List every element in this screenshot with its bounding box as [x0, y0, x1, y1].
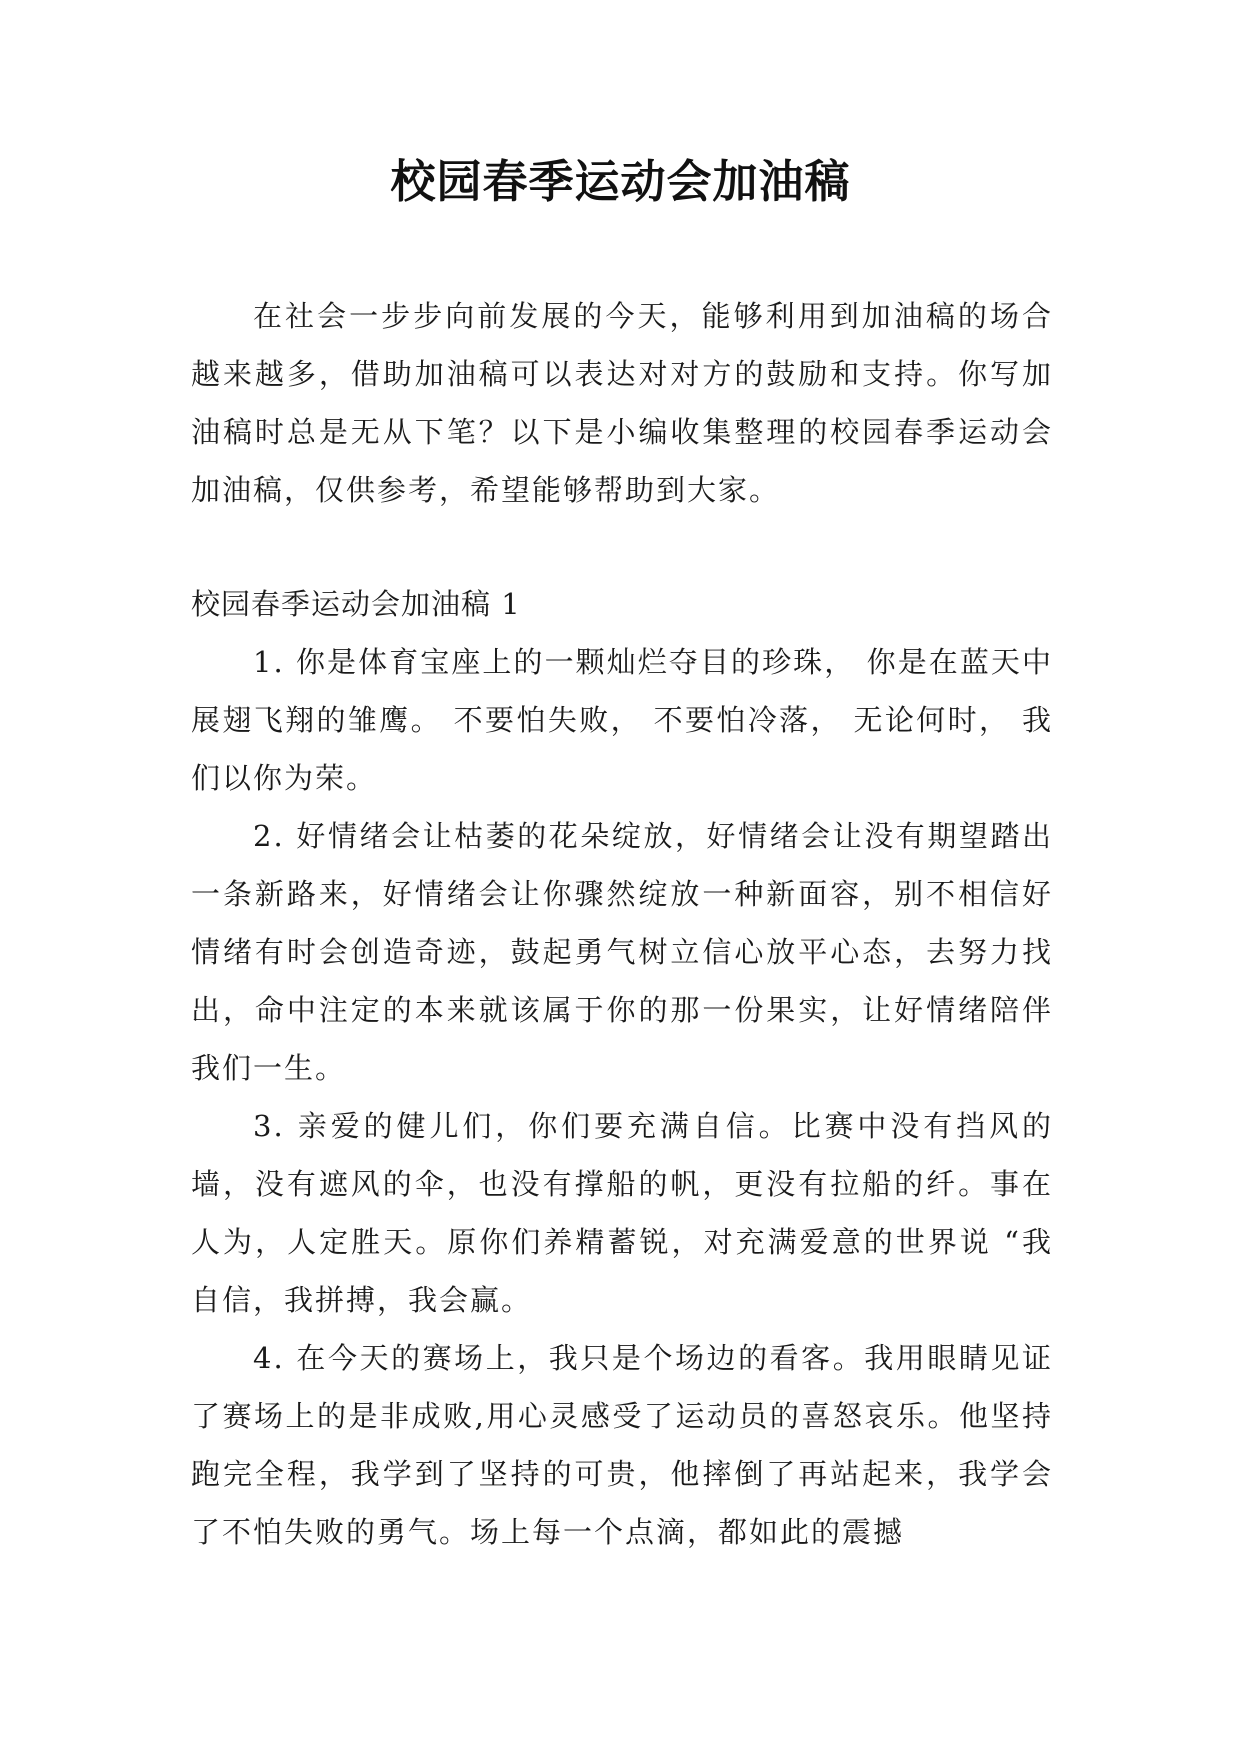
section-heading: 校园春季运动会加油稿 1 — [191, 587, 521, 621]
intro-block — [191, 287, 1053, 519]
document-title: 校园春季运动会加油稿 — [390, 155, 851, 208]
section-1 — [191, 575, 1053, 1561]
list-item: 3. 亲爱的健儿们，你们要充满自信。比赛中没有挡风的墙，没有遮风的伞，也没有撑船的帆，更没有拉船的纤。事在人为，人定胜天。原你们养精蓄锐，对充满爱意的世界说 “我自信，我拼搏，我会赢。 — [191, 1109, 1053, 1317]
list-item: 2. 好情绪会让枯萎的花朵绽放，好情绪会让没有期望踏出一条新路来，好情绪会让你骤然绽放一种新面容，别不相信好情绪有时会创造奇迹，鼓起勇气树立信心放平心态，去努力找出，命中注定的本来就该属于你的那一份果实，让好情绪陪伴我们一生。 — [191, 819, 1053, 1085]
list-item: 1. 你是体育宝座上的一颗灿烂夺目的珍珠， 你是在蓝天中展翅飞翔的雏鹰。 不要怕失败， 不要怕冷落， 无论何时， 我们以你为荣。 — [191, 645, 1053, 795]
intro-paragraph: 在社会一步步向前发展的今天，能够利用到加油稿的场合越来越多，借助加油稿可以表达对对方的鼓励和支持。你写加油稿时总是无从下笔？以下是小编收集整理的校园春季运动会加油稿，仅供参考，希望能够帮助到大家。 — [191, 299, 1053, 507]
list-item: 4. 在今天的赛场上，我只是个场边的看客。我用眼睛见证了赛场上的是非成败,用心灵感受了运动员的喜怒哀乐。他坚持跑完全程，我学到了坚持的可贵，他摔倒了再站起来，我学会了不怕失败的勇气。场上每一个点滴，都如此的震撼 — [191, 1341, 1053, 1549]
